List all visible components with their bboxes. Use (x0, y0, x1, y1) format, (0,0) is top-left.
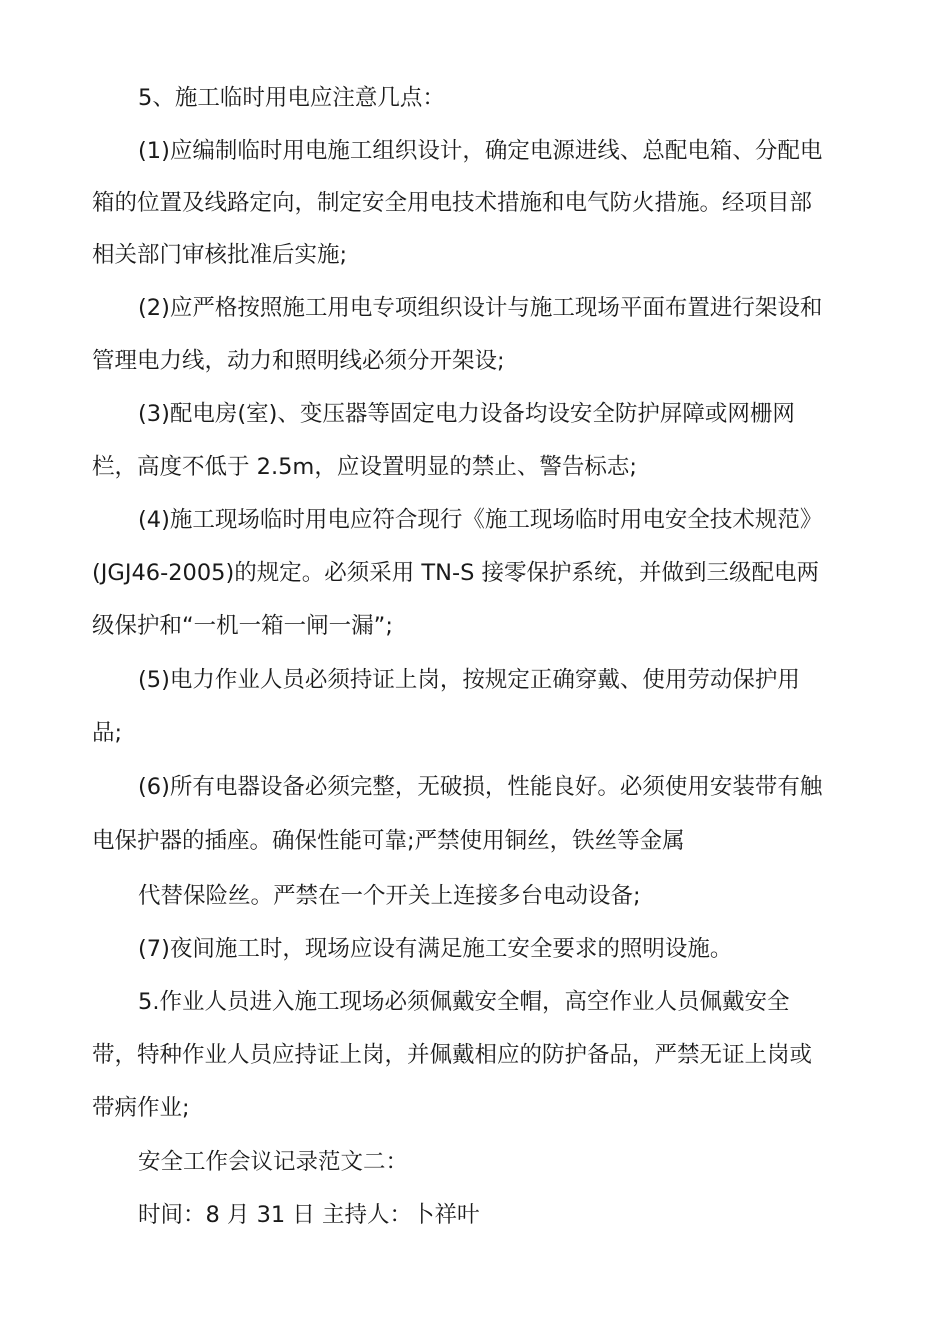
text-line: 带病作业; (92, 1095, 190, 1121)
text-line: (2)应严格按照施工用电专项组织设计与施工现场平面布置进行架设和 (138, 295, 823, 321)
text-line: 箱的位置及线路定向，制定安全用电技术措施和电气防火措施。经项目部 (92, 190, 813, 216)
text-line: (7)夜间施工时，现场应设有满足施工安全要求的照明设施。 (138, 936, 733, 962)
text-line: 相关部门审核批准后实施; (92, 242, 348, 268)
text-line: (3)配电房(室)、变压器等固定电力设备均设安全防护屏障或网栅网 (138, 401, 795, 427)
text-line: (6)所有电器设备必须完整，无破损，性能良好。必须使用安装带有触 (138, 774, 823, 800)
text-line: 级保护和“一机一箱一闸一漏”; (92, 613, 393, 639)
text-line: (4)施工现场临时用电应符合现行《施工现场临时用电安全技术规范》 (138, 507, 823, 533)
section-heading: 安全工作会议记录范文二： (138, 1149, 409, 1175)
meeting-info-line: 时间：8 月 31 日 主持人：卜祥叶 (138, 1202, 480, 1228)
text-line: 电保护器的插座。确保性能可靠;严禁使用铜丝，铁丝等金属 (92, 828, 685, 854)
text-line: (5)电力作业人员必须持证上岗，按规定正确穿戴、使用劳动保护用 (138, 667, 800, 693)
text-line: 代替保险丝。严禁在一个开关上连接多台电动设备; (138, 883, 641, 909)
text-line: 带，特种作业人员应持证上岗，并佩戴相应的防护备品，严禁无证上岗或 (92, 1042, 813, 1068)
section-heading: 5、施工临时用电应注意几点： (138, 85, 445, 111)
text-line: 5.作业人员进入施工现场必须佩戴安全帽，高空作业人员佩戴安全 (138, 989, 790, 1015)
text-line: 品; (92, 720, 123, 746)
text-line: 管理电力线，动力和照明线必须分开架设; (92, 348, 505, 374)
text-line: (JGJ46-2005)的规定。必须采用 TN-S 接零保护系统，并做到三级配电两 (92, 560, 820, 586)
text-line: 栏，高度不低于 2.5m，应设置明显的禁止、警告标志; (92, 454, 637, 480)
text-line: (1)应编制临时用电施工组织设计，确定电源进线、总配电箱、分配电 (138, 138, 823, 164)
